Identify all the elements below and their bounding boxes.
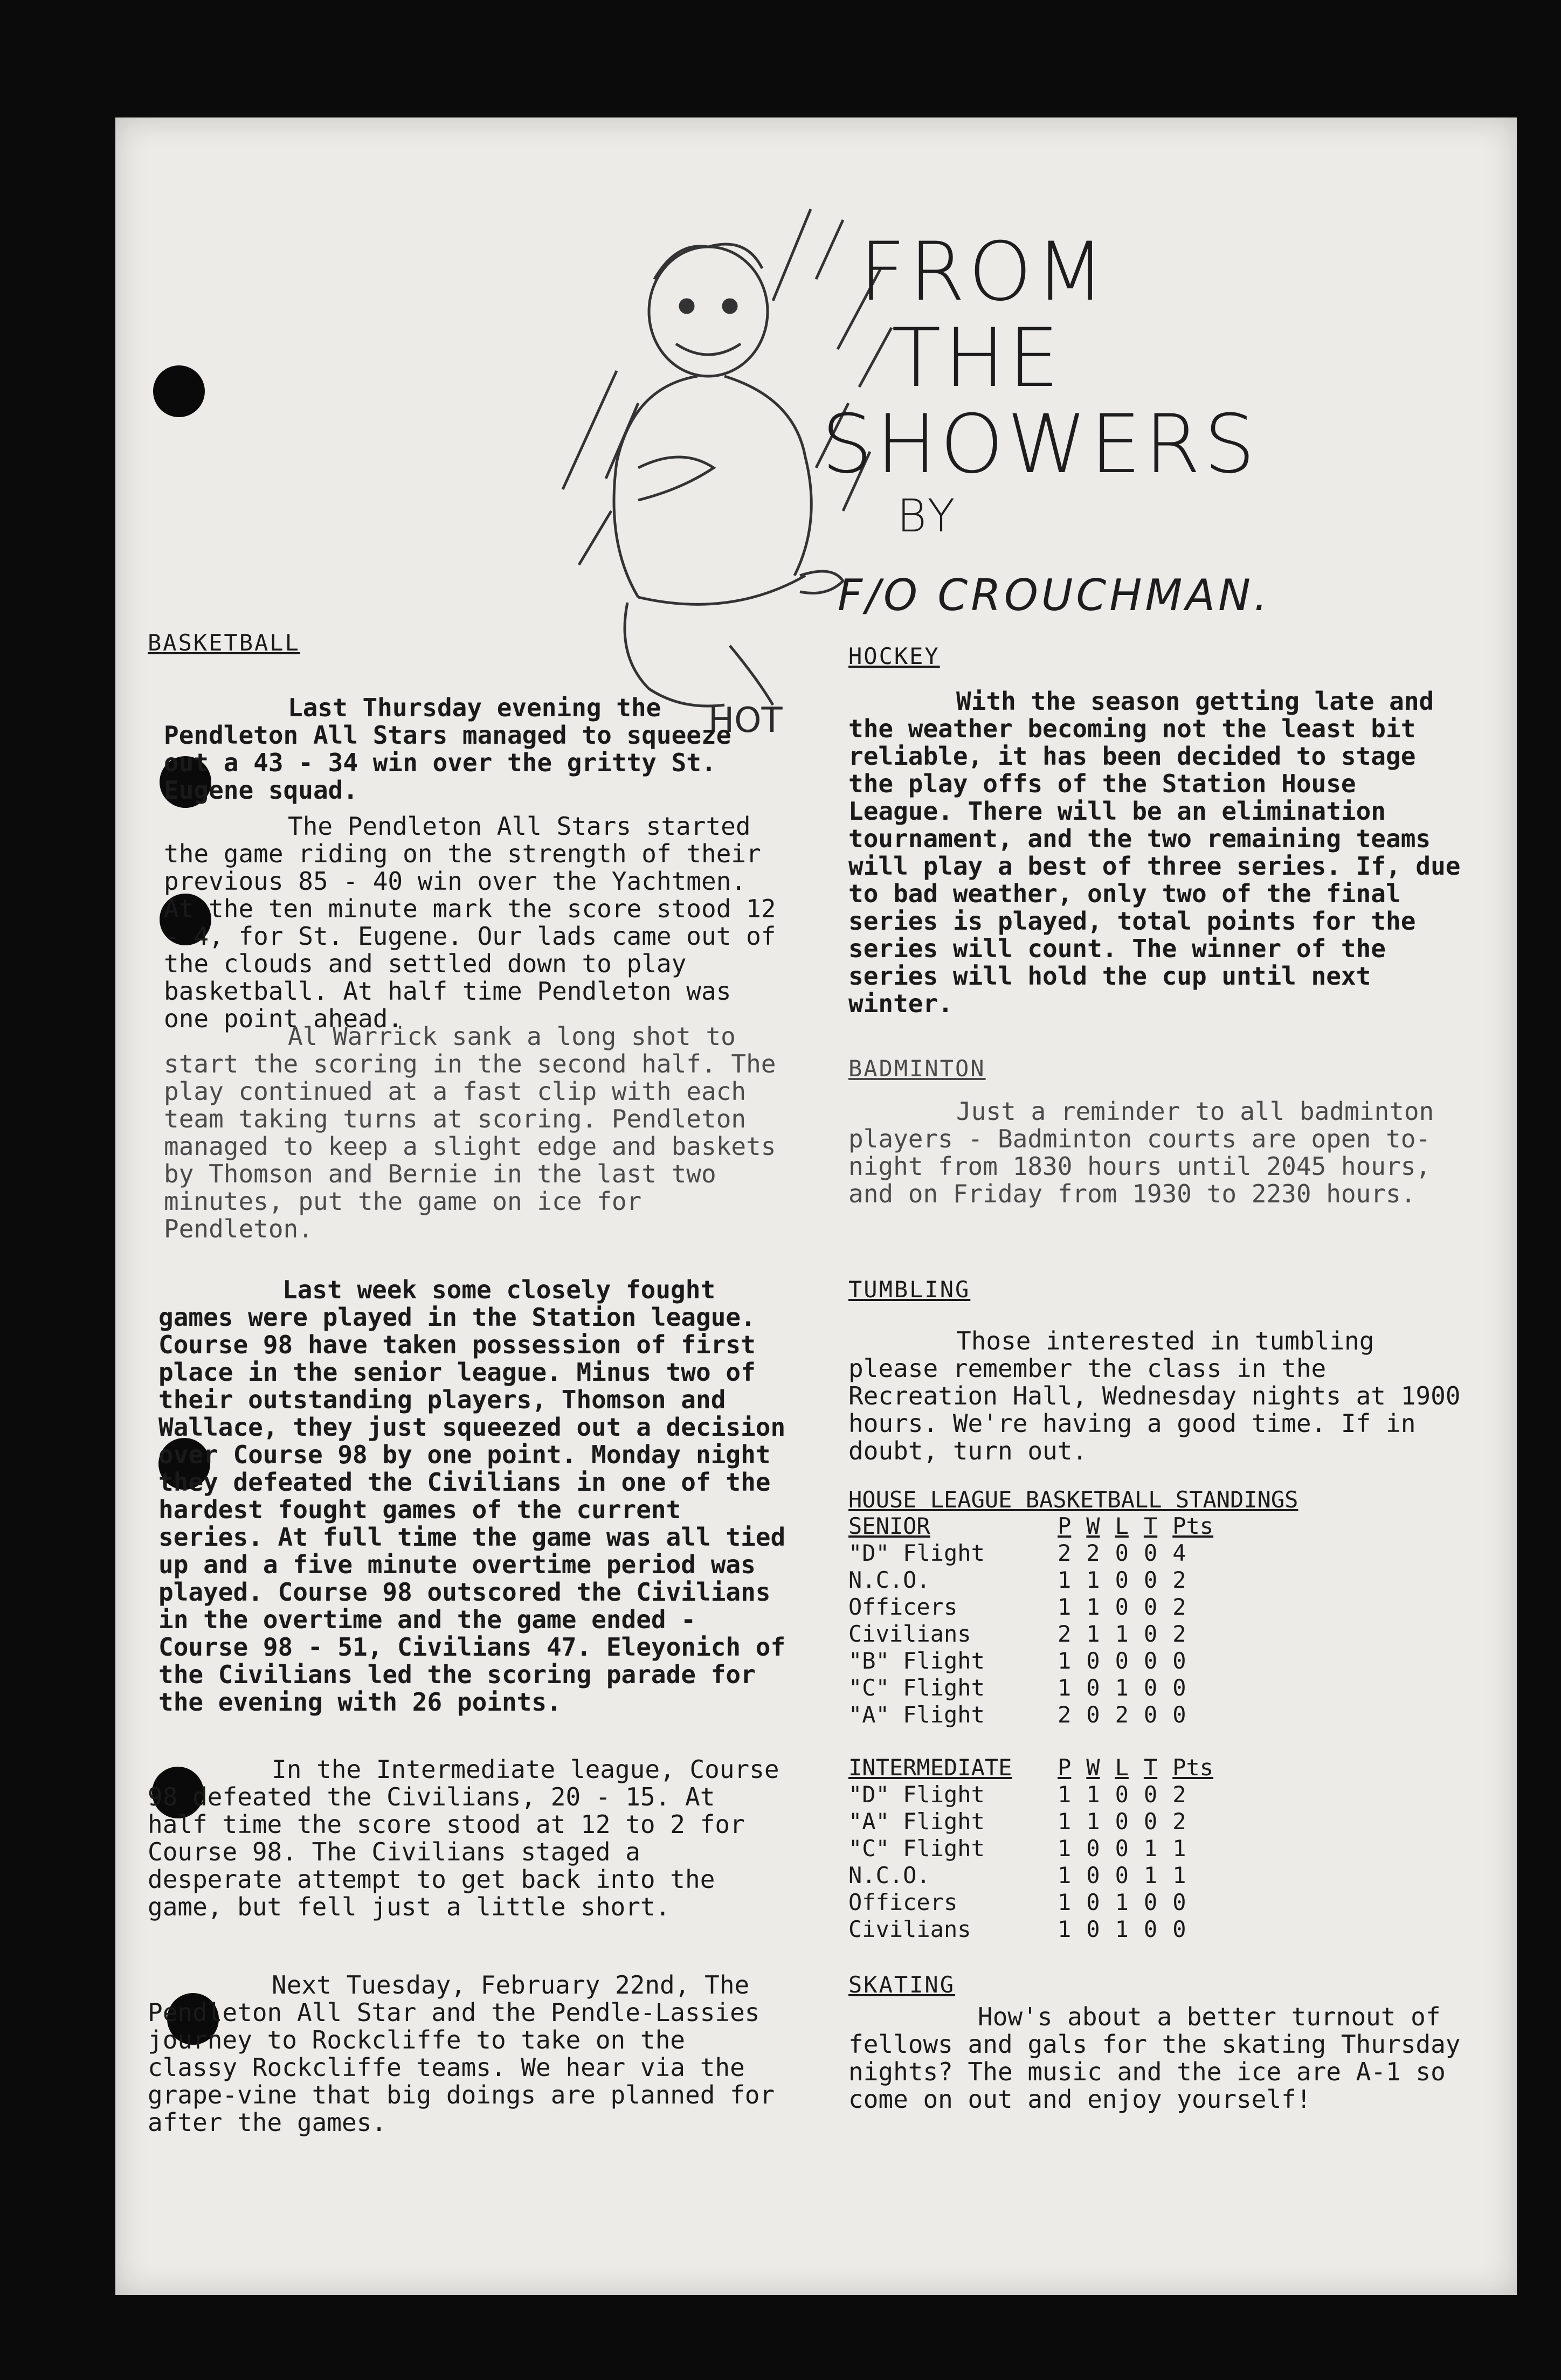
table-row — [848, 1701, 1221, 1728]
table-cell: 2 — [1058, 1621, 1072, 1647]
table-cell: 2 — [1115, 1701, 1129, 1728]
column-header: T — [1143, 1513, 1158, 1539]
table-cell: 0 — [1143, 1648, 1158, 1674]
table-cell: Officers — [848, 1889, 958, 1915]
masthead-line-the: THE — [892, 312, 1063, 405]
table-cell: 1 — [1058, 1835, 1072, 1862]
table-cell: 1 — [1143, 1862, 1158, 1888]
masthead-author: F/O CROUCHMAN. — [838, 570, 1271, 620]
table-cell: "A" Flight — [848, 1701, 985, 1728]
badminton-section — [848, 1055, 1468, 1208]
basketball-paragraph-5: In the Intermediate league, Course 98 defeated the Civilians, 20 - 15. At half time the score stood at 12 to 2 for Course 98. The Civilians staged a desperate attempt to get back into the game, but fell just a little short. — [148, 1755, 779, 1921]
column-header: W — [1086, 1513, 1100, 1539]
basketball-paragraph-2: The Pendleton All Stars started the game riding on the strength of their previous 85 - 40 win over the Yachtmen. At the ten minute mark the score stood 12 - 4, for St. Eugene. Our lads came out of the clouds and settled down to play basketball. At half time Pendleton was one point ahead. — [164, 812, 776, 1033]
table-cell: 1 — [1115, 1675, 1129, 1701]
table-cell: 2 — [1172, 1567, 1186, 1593]
table-cell: "C" Flight — [848, 1675, 985, 1701]
table-cell: 1 — [1143, 1835, 1158, 1862]
table-cell: 0 — [1172, 1889, 1186, 1915]
tumbling-heading: TUMBLING — [848, 1276, 971, 1303]
cartoon-caption: HOT — [708, 701, 783, 741]
table-cell: Officers — [848, 1594, 958, 1620]
table-cell: 4 — [1172, 1540, 1186, 1566]
table-cell: 1 — [1086, 1567, 1100, 1593]
masthead-line-from: FROM — [859, 225, 1108, 319]
basketball-column — [148, 629, 784, 656]
table-cell: 0 — [1143, 1916, 1158, 1942]
table-cell: 0 — [1172, 1701, 1186, 1728]
table-cell: 2 — [1172, 1808, 1186, 1835]
punch-hole — [153, 365, 205, 417]
table-cell: 0 — [1143, 1675, 1158, 1701]
table-cell: 0 — [1086, 1889, 1100, 1915]
table-cell: 0 — [1143, 1540, 1158, 1566]
table-cell: 1 — [1058, 1862, 1072, 1888]
intermediate-standings-table — [848, 1754, 1221, 1943]
standings-title: HOUSE LEAGUE BASKETBALL STANDINGS — [848, 1486, 1298, 1513]
standings-section — [848, 1486, 1468, 1943]
basketball-article — [148, 1756, 784, 1921]
table-cell: Civilians — [848, 1621, 971, 1647]
table-cell: 0 — [1172, 1916, 1186, 1942]
table-cell: 0 — [1086, 1916, 1100, 1942]
masthead-line-showers: SHOWERS — [821, 398, 1259, 492]
table-cell: 0 — [1115, 1648, 1129, 1674]
basketball-paragraph-4: Last week some closely fought games were played in the Station league. Course 98 have taken possession of first place in the senior league. Minus two of their outstanding players, Thomson and Wallace, they just squeezed out a decision over Course 98 by one point. Monday night they defeated the Civilians in one of the hardest fought games of the current series. At full time the game was all tied up and a five minute overtime period was played. Course 98 outscored the Civilians in the overtime and the game ended - Course 98 - 51, Civilians 47. Eleyonich of the Civilians led the scoring parade for the evening with 26 points. — [158, 1275, 786, 1717]
table-cell: 0 — [1115, 1808, 1129, 1835]
basketball-paragraph-1: Last Thursday evening the Pendleton All Stars managed to squeeze out a 43 - 34 win over the gritty St. Eugene squad. — [164, 693, 731, 805]
table-cell: 0 — [1086, 1701, 1100, 1728]
table-cell: 1 — [1172, 1835, 1186, 1862]
table-cell: 1 — [1058, 1648, 1072, 1674]
table-cell: 1 — [1086, 1808, 1100, 1835]
table-cell: 0 — [1086, 1835, 1100, 1862]
badminton-paragraph: Just a reminder to all badminton players - Badminton courts are open to-night from 1830 hours until 2045 hours, and on Friday from 1930 to 2230 hours. — [848, 1097, 1434, 1208]
table-cell: 0 — [1086, 1648, 1100, 1674]
table-row — [848, 1781, 1221, 1808]
table-cell: "A" Flight — [848, 1808, 985, 1835]
column-header: W — [1086, 1754, 1100, 1781]
column-header: INTERMEDIATE — [848, 1754, 1012, 1781]
table-cell: 0 — [1143, 1781, 1158, 1808]
table-cell: 0 — [1115, 1835, 1129, 1862]
skating-paragraph: How's about a better turnout of fellows and gals for the skating Thursday nights? The music and the ice are A-1 so come on out and enjoy yourself! — [848, 2002, 1461, 2114]
table-row — [848, 1808, 1221, 1835]
table-cell: 1 — [1086, 1781, 1100, 1808]
basketball-article — [164, 1023, 784, 1243]
table-cell: "C" Flight — [848, 1835, 985, 1862]
table-cell: 1 — [1058, 1781, 1072, 1808]
table-cell: 2 — [1058, 1540, 1072, 1566]
basketball-paragraph-3: Al Warrick sank a long shot to start the scoring in the second half. The play continued at a fast clip with each team taking turns at scoring. Pendleton managed to keep a slight edge and baskets by Thomson and Bernie in the last two minutes, put the game on ice for Pendleton. — [164, 1022, 776, 1243]
table-row — [848, 1594, 1221, 1621]
table-cell: 1 — [1115, 1621, 1129, 1647]
table-cell: 1 — [1058, 1808, 1072, 1835]
table-row — [848, 1540, 1221, 1567]
basketball-article — [164, 694, 784, 804]
column-header: P — [1058, 1754, 1072, 1781]
table-cell: 0 — [1172, 1675, 1186, 1701]
table-cell: Civilians — [848, 1916, 971, 1942]
table-cell: 0 — [1143, 1567, 1158, 1593]
table-row — [848, 1835, 1221, 1862]
table-row — [848, 1567, 1221, 1594]
table-cell: "D" Flight — [848, 1540, 985, 1566]
column-header: P — [1058, 1513, 1072, 1539]
table-cell: 0 — [1086, 1862, 1100, 1888]
table-cell: 2 — [1172, 1621, 1186, 1647]
table-cell: 1 — [1086, 1594, 1100, 1620]
hockey-heading: HOCKEY — [848, 643, 940, 669]
skating-section — [848, 1971, 1468, 2113]
table-cell: 0 — [1143, 1808, 1158, 1835]
column-header: L — [1115, 1513, 1129, 1539]
table-cell: "D" Flight — [848, 1781, 985, 1808]
table-row — [848, 1648, 1221, 1675]
table-cell: N.C.O. — [848, 1862, 930, 1888]
table-cell: "B" Flight — [848, 1648, 985, 1674]
table-cell: 1 — [1058, 1916, 1072, 1942]
table-cell: 0 — [1143, 1701, 1158, 1728]
skating-heading: SKATING — [848, 1971, 956, 1998]
table-cell: 1 — [1058, 1567, 1072, 1593]
table-cell: 0 — [1115, 1781, 1129, 1808]
table-cell: 0 — [1172, 1648, 1186, 1674]
table-row — [848, 1675, 1221, 1701]
table-row — [848, 1621, 1221, 1648]
table-cell: 1 — [1086, 1621, 1100, 1647]
table-cell: 2 — [1086, 1540, 1100, 1566]
basketball-article — [148, 1971, 784, 2136]
badminton-heading: BADMINTON — [848, 1055, 986, 1082]
table-cell: 1 — [1115, 1916, 1129, 1942]
basketball-article — [164, 813, 784, 1033]
tumbling-section — [848, 1276, 1468, 1465]
column-header: Pts — [1172, 1754, 1214, 1781]
table-cell: 2 — [1172, 1781, 1186, 1808]
table-cell: 2 — [1058, 1701, 1072, 1728]
basketball-heading: BASKETBALL — [148, 629, 300, 656]
basketball-article — [158, 1276, 795, 1716]
column-header: L — [1115, 1754, 1129, 1781]
table-cell: 0 — [1086, 1675, 1100, 1701]
table-header-row — [848, 1513, 1221, 1540]
tumbling-paragraph: Those interested in tumbling please remember the class in the Recreation Hall, Wednesday nights at 1900 hours. We're having a good time. If in doubt, turn out. — [848, 1326, 1461, 1465]
table-cell: 0 — [1115, 1567, 1129, 1593]
table-cell: 1 — [1058, 1889, 1072, 1915]
table-row — [848, 1862, 1221, 1889]
table-row — [848, 1889, 1221, 1916]
newsletter-page — [115, 117, 1517, 2295]
table-cell: 0 — [1115, 1594, 1129, 1620]
masthead-by: BY — [897, 489, 958, 542]
table-row — [848, 1916, 1221, 1943]
table-cell: 1 — [1058, 1675, 1072, 1701]
column-header: SENIOR — [848, 1513, 930, 1539]
hockey-section — [848, 643, 1468, 1018]
table-cell: 0 — [1115, 1540, 1129, 1566]
basketball-paragraph-6: Next Tuesday, February 22nd, The Pendleton All Star and the Pendle-Lassies journey to Rockcliffe to take on the classy Rockcliffe teams. We hear via the grape-vine that big doings are planned for after the games. — [148, 1970, 775, 2137]
table-cell: 0 — [1143, 1889, 1158, 1915]
table-cell: 1 — [1115, 1889, 1129, 1915]
column-header: T — [1143, 1754, 1158, 1781]
table-cell: 2 — [1172, 1594, 1186, 1620]
table-cell: 1 — [1058, 1594, 1072, 1620]
senior-standings-table — [848, 1513, 1221, 1728]
table-header-row — [848, 1754, 1221, 1781]
table-cell: 0 — [1143, 1621, 1158, 1647]
table-cell: 0 — [1115, 1862, 1129, 1888]
column-header: Pts — [1172, 1513, 1214, 1539]
table-cell: N.C.O. — [848, 1567, 930, 1593]
hockey-paragraph: With the season getting late and the weather becoming not the least bit reliable, it has been decided to stage the play offs of the Station House League. There will be an elimination tournament, and the two remaining teams will play a best of three series. If, due to bad weather, only two of the final series is played, total points for the series will count. The winner of the series will hold the cup until next winter. — [848, 687, 1461, 1018]
table-cell: 1 — [1172, 1862, 1186, 1888]
table-cell: 0 — [1143, 1594, 1158, 1620]
